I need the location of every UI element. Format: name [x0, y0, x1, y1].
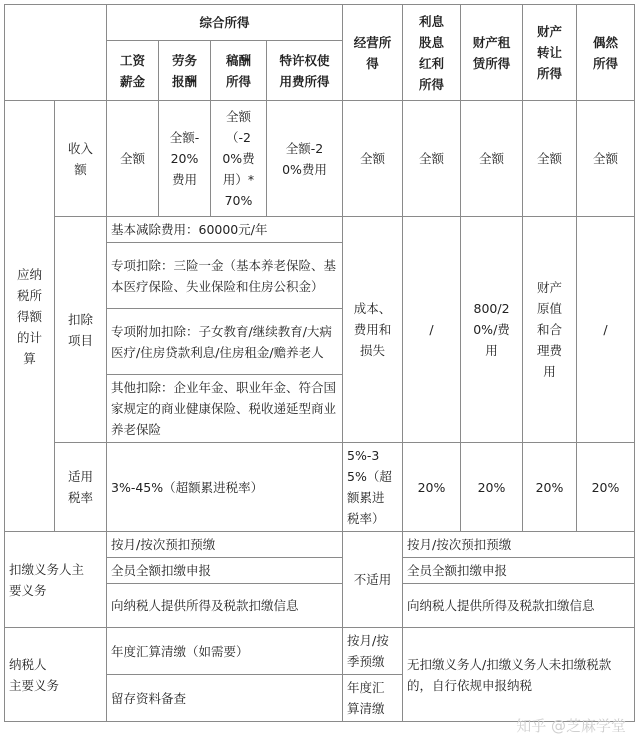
- withholder-left-1: 按月/按次预扣预缴: [107, 532, 343, 558]
- header-transfer: 财产 转让 所得: [523, 5, 577, 101]
- deduction-label: 扣除 项目: [55, 217, 107, 443]
- deduction-special-additional: 专项附加扣除：子女教育/继续教育/大病医疗/住房贷款利息/住房租金/赡养老人: [107, 309, 343, 375]
- deduction-interest: /: [403, 217, 461, 443]
- withholder-left-2: 全员全额扣缴申报: [107, 558, 343, 584]
- watermark: 知乎 @芝麻学堂: [516, 717, 626, 735]
- taxpayer-left-1: 年度汇算清缴（如需要）: [107, 628, 343, 675]
- header-business: 经营所 得: [343, 5, 403, 101]
- withholder-right-3: 向纳税人提供所得及税款扣缴信息: [403, 584, 635, 628]
- header-royalty: 特许权使 用费所得: [267, 41, 343, 101]
- income-interest: 全额: [403, 101, 461, 217]
- deduction-basic: 基本减除费用：60000元/年: [107, 217, 343, 243]
- withholder-left-3: 向纳税人提供所得及税款扣缴信息: [107, 584, 343, 628]
- income-labor: 全额- 20% 费用: [159, 101, 211, 217]
- taxpayer-business-2: 年度汇 算清缴: [343, 675, 403, 722]
- deduction-lease: 800/2 0%/费 用: [461, 217, 523, 443]
- rate-incidental: 20%: [577, 443, 635, 532]
- taxpayer-label: 纳税人 主要义务: [5, 628, 107, 722]
- withholder-label: 扣缴义务人主 要义务: [5, 532, 107, 628]
- header-lease: 财产租 赁所得: [461, 5, 523, 101]
- taxable-section-label: 应纳 税所 得额 的计 算: [5, 101, 55, 532]
- income-royalty: 全额-2 0%费用: [267, 101, 343, 217]
- rate-lease: 20%: [461, 443, 523, 532]
- deduction-special: 专项扣除：三险一金（基本养老保险、基本医疗保险、失业保险和住房公积金）: [107, 243, 343, 309]
- income-manuscript: 全额 （-2 0%费 用）* 70%: [211, 101, 267, 217]
- deduction-business: 成本、 费用和 损失: [343, 217, 403, 443]
- header-incidental: 偶然 所得: [577, 5, 635, 101]
- withholder-right-2: 全员全额扣缴申报: [403, 558, 635, 584]
- tax-table: [4, 4, 635, 722]
- rate-interest: 20%: [403, 443, 461, 532]
- header-wage: 工资 薪金: [107, 41, 159, 101]
- income-label: 收入 额: [55, 101, 107, 217]
- taxpayer-left-2: 留存资料备查: [107, 675, 343, 722]
- withholder-business: 不适用: [343, 532, 403, 628]
- rate-business: 5%-3 5%（超 额累进 税率）: [343, 443, 403, 532]
- withholder-right-1: 按月/按次预扣预缴: [403, 532, 635, 558]
- taxpayer-right: 无扣缴义务人/扣缴义务人未扣缴税款的，自行依规申报纳税: [403, 628, 635, 722]
- income-lease: 全额: [461, 101, 523, 217]
- income-incidental: 全额: [577, 101, 635, 217]
- income-wage: 全额: [107, 101, 159, 217]
- header-manuscript: 稿酬 所得: [211, 41, 267, 101]
- income-transfer: 全额: [523, 101, 577, 217]
- header-labor: 劳务 报酬: [159, 41, 211, 101]
- income-business: 全额: [343, 101, 403, 217]
- header-corner: [5, 5, 107, 101]
- deduction-transfer: 财产 原值 和合 理费 用: [523, 217, 577, 443]
- header-interest: 利息 股息 红利 所得: [403, 5, 461, 101]
- deduction-other: 其他扣除：企业年金、职业年金、符合国家规定的商业健康保险、税收递延型商业养老保险: [107, 375, 343, 443]
- rate-transfer: 20%: [523, 443, 577, 532]
- rate-comprehensive: 3%-45%（超额累进税率）: [107, 443, 343, 532]
- taxpayer-business-1: 按月/按 季预缴: [343, 628, 403, 675]
- rate-label: 适用 税率: [55, 443, 107, 532]
- deduction-incidental: /: [577, 217, 635, 443]
- header-comprehensive: 综合所得: [107, 5, 343, 41]
